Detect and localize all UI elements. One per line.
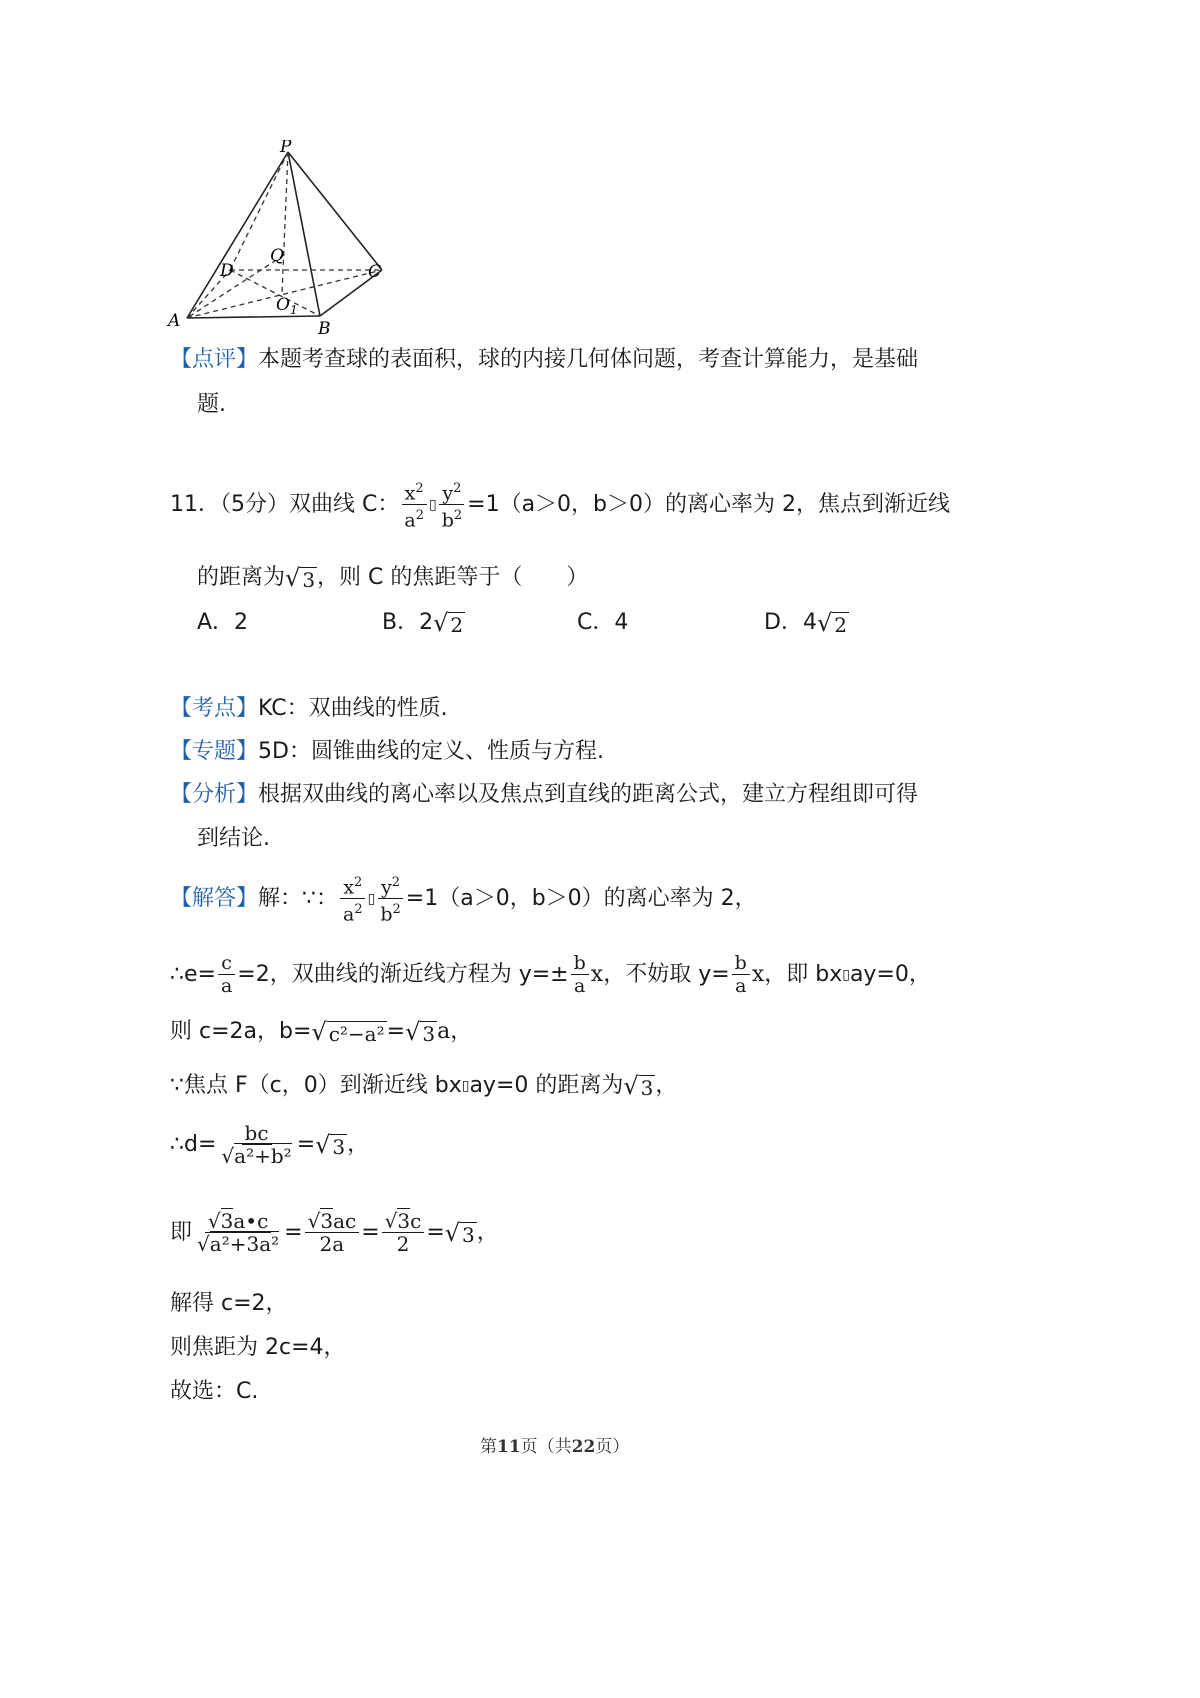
jieda-tag: 【解答】	[170, 885, 259, 911]
label-D: D	[220, 261, 234, 281]
fenxi-tag: 【分析】	[170, 782, 259, 807]
jieda-line7: 解得 c=2，	[170, 1291, 288, 1316]
jieda-line1: 【解答】 解：∵： $\frac{x^2}{a^2}$ ▯ $\frac{y^2}{b^2}$ =1（a＞0，b＞0）的离心率为 2，	[170, 872, 757, 926]
missing-glyph-icon: ▯	[461, 1078, 470, 1094]
zhuanti-tag: 【专题】	[170, 739, 259, 764]
zhuanti-text: 5D：圆锥曲线的定义、性质与方程.	[258, 739, 604, 764]
label-P: P	[280, 140, 292, 157]
q11-tail: =1（a＞0，b＞0）的离心率为 2，焦点到渐近线	[467, 491, 951, 517]
q11-line2-b: ，则 C 的焦距等于（ ）	[317, 565, 589, 590]
fraction-y2-b2: $\frac{y^2}{b^2}$	[439, 478, 465, 532]
q11-number: 11．（5分）双曲线 C：	[170, 491, 400, 517]
comment-line1	[170, 345, 918, 375]
missing-glyph-icon: ▯	[428, 496, 437, 513]
label-B: B	[318, 319, 331, 339]
page-number: 11	[497, 1437, 521, 1457]
q11-line2-a: 的距离为	[197, 565, 286, 590]
pyramid-figure	[160, 140, 400, 340]
kaodian-line	[170, 694, 448, 724]
label-A: A	[168, 311, 181, 331]
missing-glyph-icon: ▯	[842, 966, 850, 983]
label-O: $O_1$	[276, 295, 298, 317]
edge-AB	[187, 316, 320, 318]
diag-DB	[230, 270, 320, 316]
kaodian-tag: 【考点】	[170, 696, 259, 721]
jieda-line2: ∴e= $\frac{c}{a}$ =2，双曲线的渐近线方程为 y=± $\frac{b}{a}$ x ，不妨取 y= $\frac{b}{a}$ x ，即 bx ▯ ay=0，	[170, 952, 931, 997]
jieda-line8: 则焦距为 2c=4，	[170, 1335, 346, 1360]
fraction-x2-a2: $\frac{x^2}{a^2}$	[401, 478, 427, 532]
jieda-line5: ∴d= $\frac{bc}{\text{√a²+b²}}$ = √ 3 ，	[170, 1121, 370, 1168]
kaodian-text: KC：双曲线的性质.	[258, 696, 448, 721]
jieda-line9: 故选：C.	[170, 1379, 259, 1404]
missing-glyph-icon: ▯	[367, 890, 376, 907]
edge-PC	[288, 152, 382, 270]
height-PO	[282, 152, 288, 294]
fenxi-text: 根据双曲线的离心率以及焦点到直线的距离公式，建立方程组即可得	[258, 782, 919, 807]
jieda-line3: 则 c=2a，b= √ c²−a² = √ 3 a，	[170, 1018, 473, 1046]
q11-line2	[197, 563, 588, 593]
zhuanti-line	[170, 737, 604, 767]
option-c: C．4	[577, 610, 629, 635]
option-b: B．2 √ 2	[382, 609, 464, 637]
jieda-line4: ∵焦点 F（c，0）到渐近线 bx ▯ ay=0 的距离为 √ 3 ，	[170, 1072, 678, 1100]
option-d: D．4 √ 2	[764, 609, 847, 637]
comment-tag: 【点评】	[170, 347, 259, 372]
edge-PA	[187, 152, 288, 318]
comment-line2: 题.	[197, 392, 226, 417]
fenxi-line1	[170, 780, 918, 810]
jieda-line6: 即 $\frac{√3a•c}{\text{√a²+3a²}}$ = $\frac{√3ac}{2a}$ = $\frac{√3c}{2}$ = √ 3 ，	[170, 1209, 499, 1256]
comment-text: 本题考查球的表面积，球的内接几何体问题，考查计算能力，是基础	[258, 347, 919, 372]
q11-line1	[170, 478, 950, 532]
page-total: 22	[571, 1437, 596, 1457]
page-footer: 第11页（共22页）	[480, 1437, 630, 1457]
label-C: C	[368, 262, 382, 282]
label-Q: Q	[270, 246, 284, 266]
option-a: A．2	[197, 610, 249, 635]
sqrt-3: √ 3	[285, 564, 316, 592]
fenxi-line2: 到结论.	[197, 826, 270, 851]
